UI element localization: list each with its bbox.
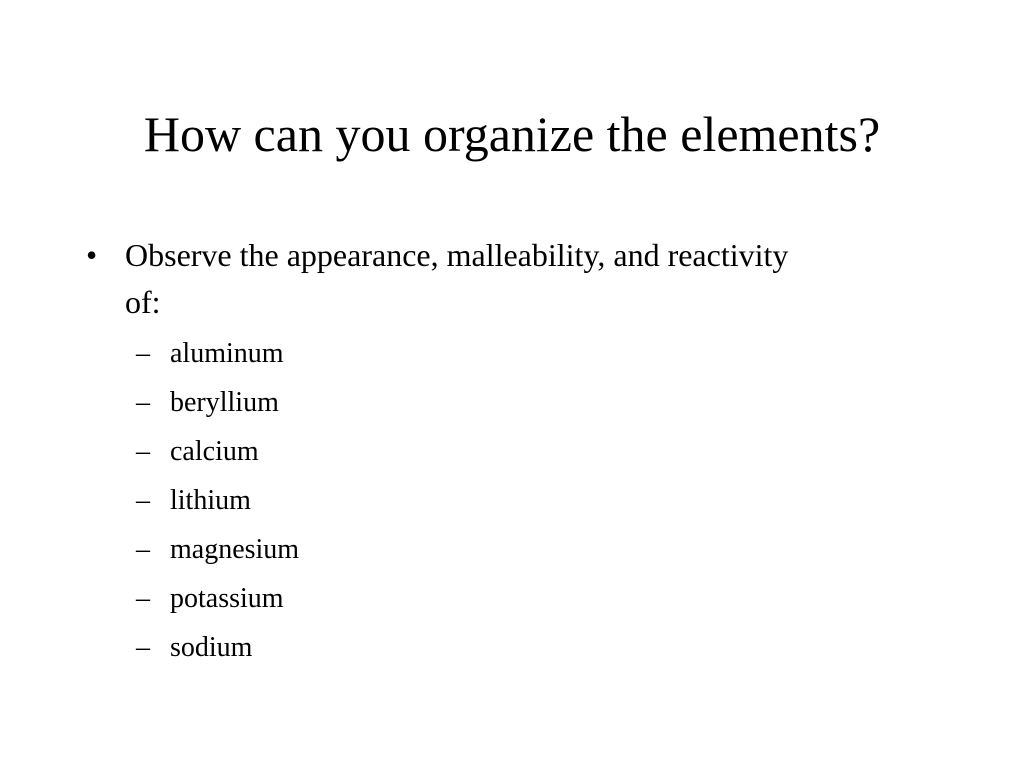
bullet-marker: • [86,237,98,273]
element-name: potassium [170,583,284,614]
dash-marker: – [136,436,150,467]
dash-marker: – [136,583,150,614]
dash-marker: – [136,387,150,418]
element-name: aluminum [170,338,284,369]
bullet-text: Observe the appearance, malleability, and reactivity of: [125,237,789,320]
dash-marker: – [136,338,150,369]
dash-marker: – [136,632,150,663]
element-name: calcium [170,436,259,467]
element-name: sodium [170,632,253,663]
dash-marker: – [136,534,150,565]
element-name: beryllium [170,387,279,418]
element-name: lithium [170,485,251,516]
dash-marker: – [136,485,150,516]
slide-title: How can you organize the elements? [143,106,881,162]
element-name: magnesium [170,534,300,565]
